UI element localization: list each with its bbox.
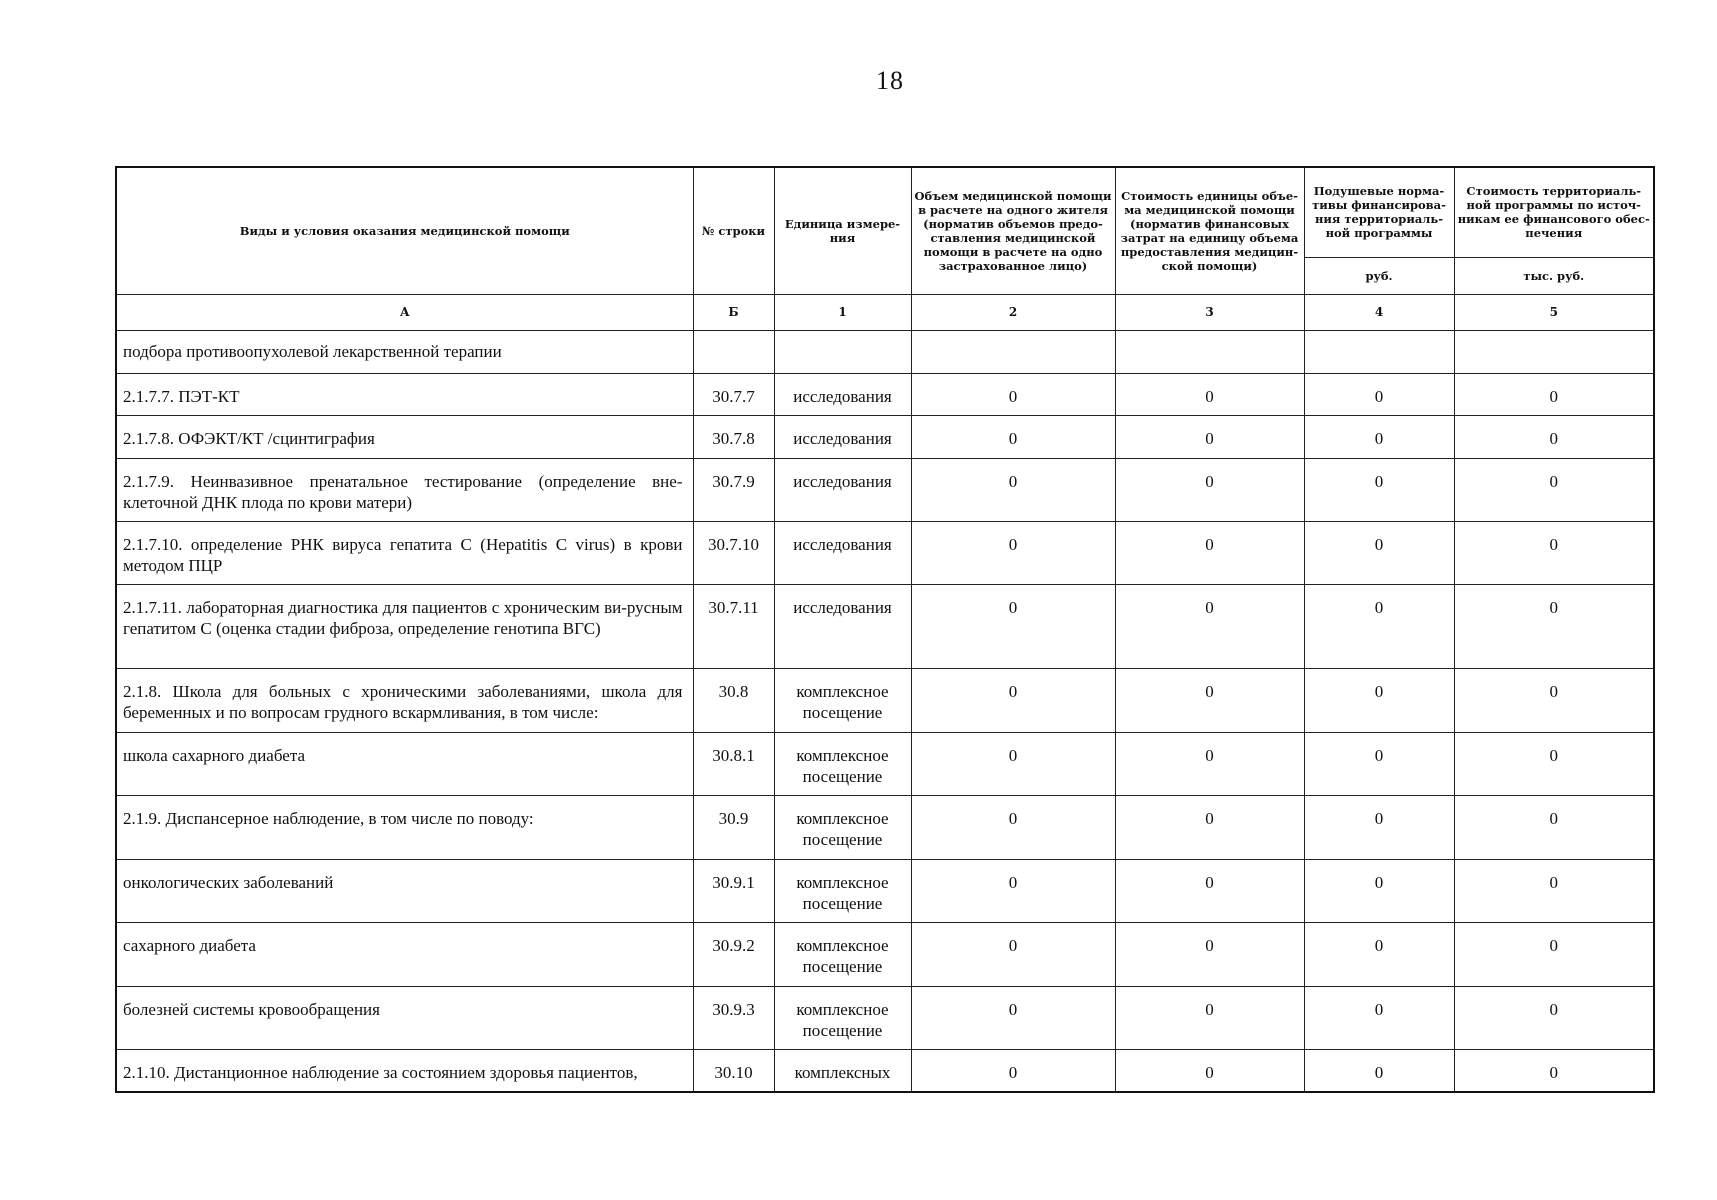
table-row: [116, 732, 1654, 795]
row-per-capita: 0: [1304, 415, 1454, 458]
row-number: 30.8.1: [693, 732, 774, 795]
row-number: 30.7.9: [693, 458, 774, 521]
row-unit: комплексное посещение: [774, 668, 911, 732]
row-number: 30.7.8: [693, 415, 774, 458]
row-per-capita: 0: [1304, 584, 1454, 668]
row-name: болезней системы кровообращения: [116, 986, 693, 1049]
row-name: школа сахарного диабета: [116, 732, 693, 795]
table-row: [116, 330, 1654, 373]
row-unit: комплексное посещение: [774, 986, 911, 1049]
header-unit-cost: Стоимость единицы объе-ма медицинской помощи (норматив финансовых затрат на единицу объема предоставления медицин-ской помощи): [1115, 167, 1304, 294]
row-per-capita: 0: [1304, 795, 1454, 859]
row-per-capita: 0: [1304, 458, 1454, 521]
row-unit-cost: 0: [1115, 415, 1304, 458]
row-volume: 0: [911, 668, 1115, 732]
index-cell: 3: [1115, 294, 1304, 330]
row-name: 2.1.7.9. Неинвазивное пренатальное тестирование (определение вне-клеточной ДНК плода по крови матери): [116, 458, 693, 521]
row-unit-cost: 0: [1115, 584, 1304, 668]
table-row: [116, 795, 1654, 859]
row-per-capita: 0: [1304, 373, 1454, 415]
row-number: 30.9.1: [693, 859, 774, 922]
row-name: подбора противоопухолевой лекарственной терапии: [116, 330, 693, 373]
row-unit-cost: [1115, 330, 1304, 373]
row-unit: комплексное посещение: [774, 732, 911, 795]
row-unit: исследования: [774, 373, 911, 415]
index-cell: 5: [1454, 294, 1654, 330]
row-volume: 0: [911, 584, 1115, 668]
row-per-capita: 0: [1304, 668, 1454, 732]
page-number: 18: [876, 66, 904, 95]
row-name: 2.1.7.10. определение РНК вируса гепатита С (Hepatitis C virus) в крови методом ПЦР: [116, 521, 693, 584]
row-volume: 0: [911, 373, 1115, 415]
row-program-cost: 0: [1454, 795, 1654, 859]
header-care-types: Виды и условия оказания медицинской помощи: [116, 167, 693, 294]
row-program-cost: [1454, 330, 1654, 373]
row-per-capita: 0: [1304, 922, 1454, 986]
row-volume: 0: [911, 415, 1115, 458]
row-per-capita: 0: [1304, 1049, 1454, 1092]
table-row: [116, 415, 1654, 458]
table-row: [116, 584, 1654, 668]
row-unit: исследования: [774, 458, 911, 521]
row-per-capita: 0: [1304, 859, 1454, 922]
row-number: [693, 330, 774, 373]
row-name: 2.1.10. Дистанционное наблюдение за состоянием здоровья пациентов,: [116, 1049, 693, 1092]
row-volume: 0: [911, 986, 1115, 1049]
row-number: 30.7.7: [693, 373, 774, 415]
row-unit: исследования: [774, 521, 911, 584]
table-row: [116, 986, 1654, 1049]
header-unit-thousand-rub: тыс. руб.: [1454, 257, 1654, 294]
row-name: 2.1.8. Школа для больных с хроническими заболеваниями, школа для беременных и по вопросам грудного вскармливания, в том числе:: [116, 668, 693, 732]
row-unit: комплексное посещение: [774, 859, 911, 922]
row-unit-cost: 0: [1115, 668, 1304, 732]
header-volume: Объем медицинской помощи в расчете на одного жителя (норматив объемов предо-ставления медицинской помощи в расчете на одно застрахованное лицо): [911, 167, 1115, 294]
row-program-cost: 0: [1454, 584, 1654, 668]
row-number: 30.8: [693, 668, 774, 732]
table-row: [116, 668, 1654, 732]
row-name: 2.1.7.11. лабораторная диагностика для пациентов с хроническим ви-русным гепатитом С (оценка стадии фиброза, определение генотипа ВГС): [116, 584, 693, 668]
row-volume: 0: [911, 521, 1115, 584]
row-unit-cost: 0: [1115, 795, 1304, 859]
row-unit: комплексное посещение: [774, 922, 911, 986]
table-row: [116, 458, 1654, 521]
row-unit: [774, 330, 911, 373]
row-program-cost: 0: [1454, 986, 1654, 1049]
row-unit-cost: 0: [1115, 732, 1304, 795]
index-cell: Б: [693, 294, 774, 330]
row-name: 2.1.7.7. ПЭТ-КТ: [116, 373, 693, 415]
row-unit: комплексных: [774, 1049, 911, 1092]
row-number: 30.7.11: [693, 584, 774, 668]
header-program-cost: Стоимость территориаль-ной программы по источ-никам ее финансового обес-печения: [1454, 167, 1654, 257]
table-row: [116, 1049, 1654, 1092]
row-name: онкологических заболеваний: [116, 859, 693, 922]
row-per-capita: 0: [1304, 732, 1454, 795]
header-unit-rub: руб.: [1304, 257, 1454, 294]
row-unit: исследования: [774, 415, 911, 458]
table-row: [116, 521, 1654, 584]
row-program-cost: 0: [1454, 521, 1654, 584]
row-program-cost: 0: [1454, 922, 1654, 986]
index-cell: 4: [1304, 294, 1454, 330]
row-unit-cost: 0: [1115, 986, 1304, 1049]
row-number: 30.10: [693, 1049, 774, 1092]
row-unit-cost: 0: [1115, 859, 1304, 922]
row-program-cost: 0: [1454, 415, 1654, 458]
table-row: [116, 922, 1654, 986]
table-row: [116, 373, 1654, 415]
row-number: 30.9.2: [693, 922, 774, 986]
header-per-capita: Подушевые норма-тивы финансирова-ния территориаль-ной программы: [1304, 167, 1454, 257]
row-unit-cost: 0: [1115, 373, 1304, 415]
row-name: 2.1.7.8. ОФЭКТ/КТ /сцинтиграфия: [116, 415, 693, 458]
header-row-number: № строки: [693, 167, 774, 294]
row-number: 30.9.3: [693, 986, 774, 1049]
table-row: [116, 859, 1654, 922]
row-program-cost: 0: [1454, 1049, 1654, 1092]
row-unit-cost: 0: [1115, 922, 1304, 986]
row-volume: 0: [911, 458, 1115, 521]
row-program-cost: 0: [1454, 732, 1654, 795]
row-program-cost: 0: [1454, 458, 1654, 521]
row-per-capita: 0: [1304, 521, 1454, 584]
row-unit-cost: 0: [1115, 458, 1304, 521]
row-name: сахарного диабета: [116, 922, 693, 986]
row-per-capita: [1304, 330, 1454, 373]
row-unit-cost: 0: [1115, 1049, 1304, 1092]
row-program-cost: 0: [1454, 373, 1654, 415]
row-unit-cost: 0: [1115, 521, 1304, 584]
index-cell: А: [116, 294, 693, 330]
row-volume: 0: [911, 922, 1115, 986]
row-unit: исследования: [774, 584, 911, 668]
row-volume: 0: [911, 859, 1115, 922]
row-program-cost: 0: [1454, 668, 1654, 732]
row-volume: 0: [911, 795, 1115, 859]
row-number: 30.9: [693, 795, 774, 859]
row-volume: [911, 330, 1115, 373]
header-unit: Единица измере-ния: [774, 167, 911, 294]
row-program-cost: 0: [1454, 859, 1654, 922]
row-name: 2.1.9. Диспансерное наблюдение, в том числе по поводу:: [116, 795, 693, 859]
index-cell: 1: [774, 294, 911, 330]
row-volume: 0: [911, 1049, 1115, 1092]
row-per-capita: 0: [1304, 986, 1454, 1049]
medical-care-table: [115, 166, 1655, 1093]
row-unit: комплексное посещение: [774, 795, 911, 859]
row-number: 30.7.10: [693, 521, 774, 584]
row-volume: 0: [911, 732, 1115, 795]
index-cell: 2: [911, 294, 1115, 330]
